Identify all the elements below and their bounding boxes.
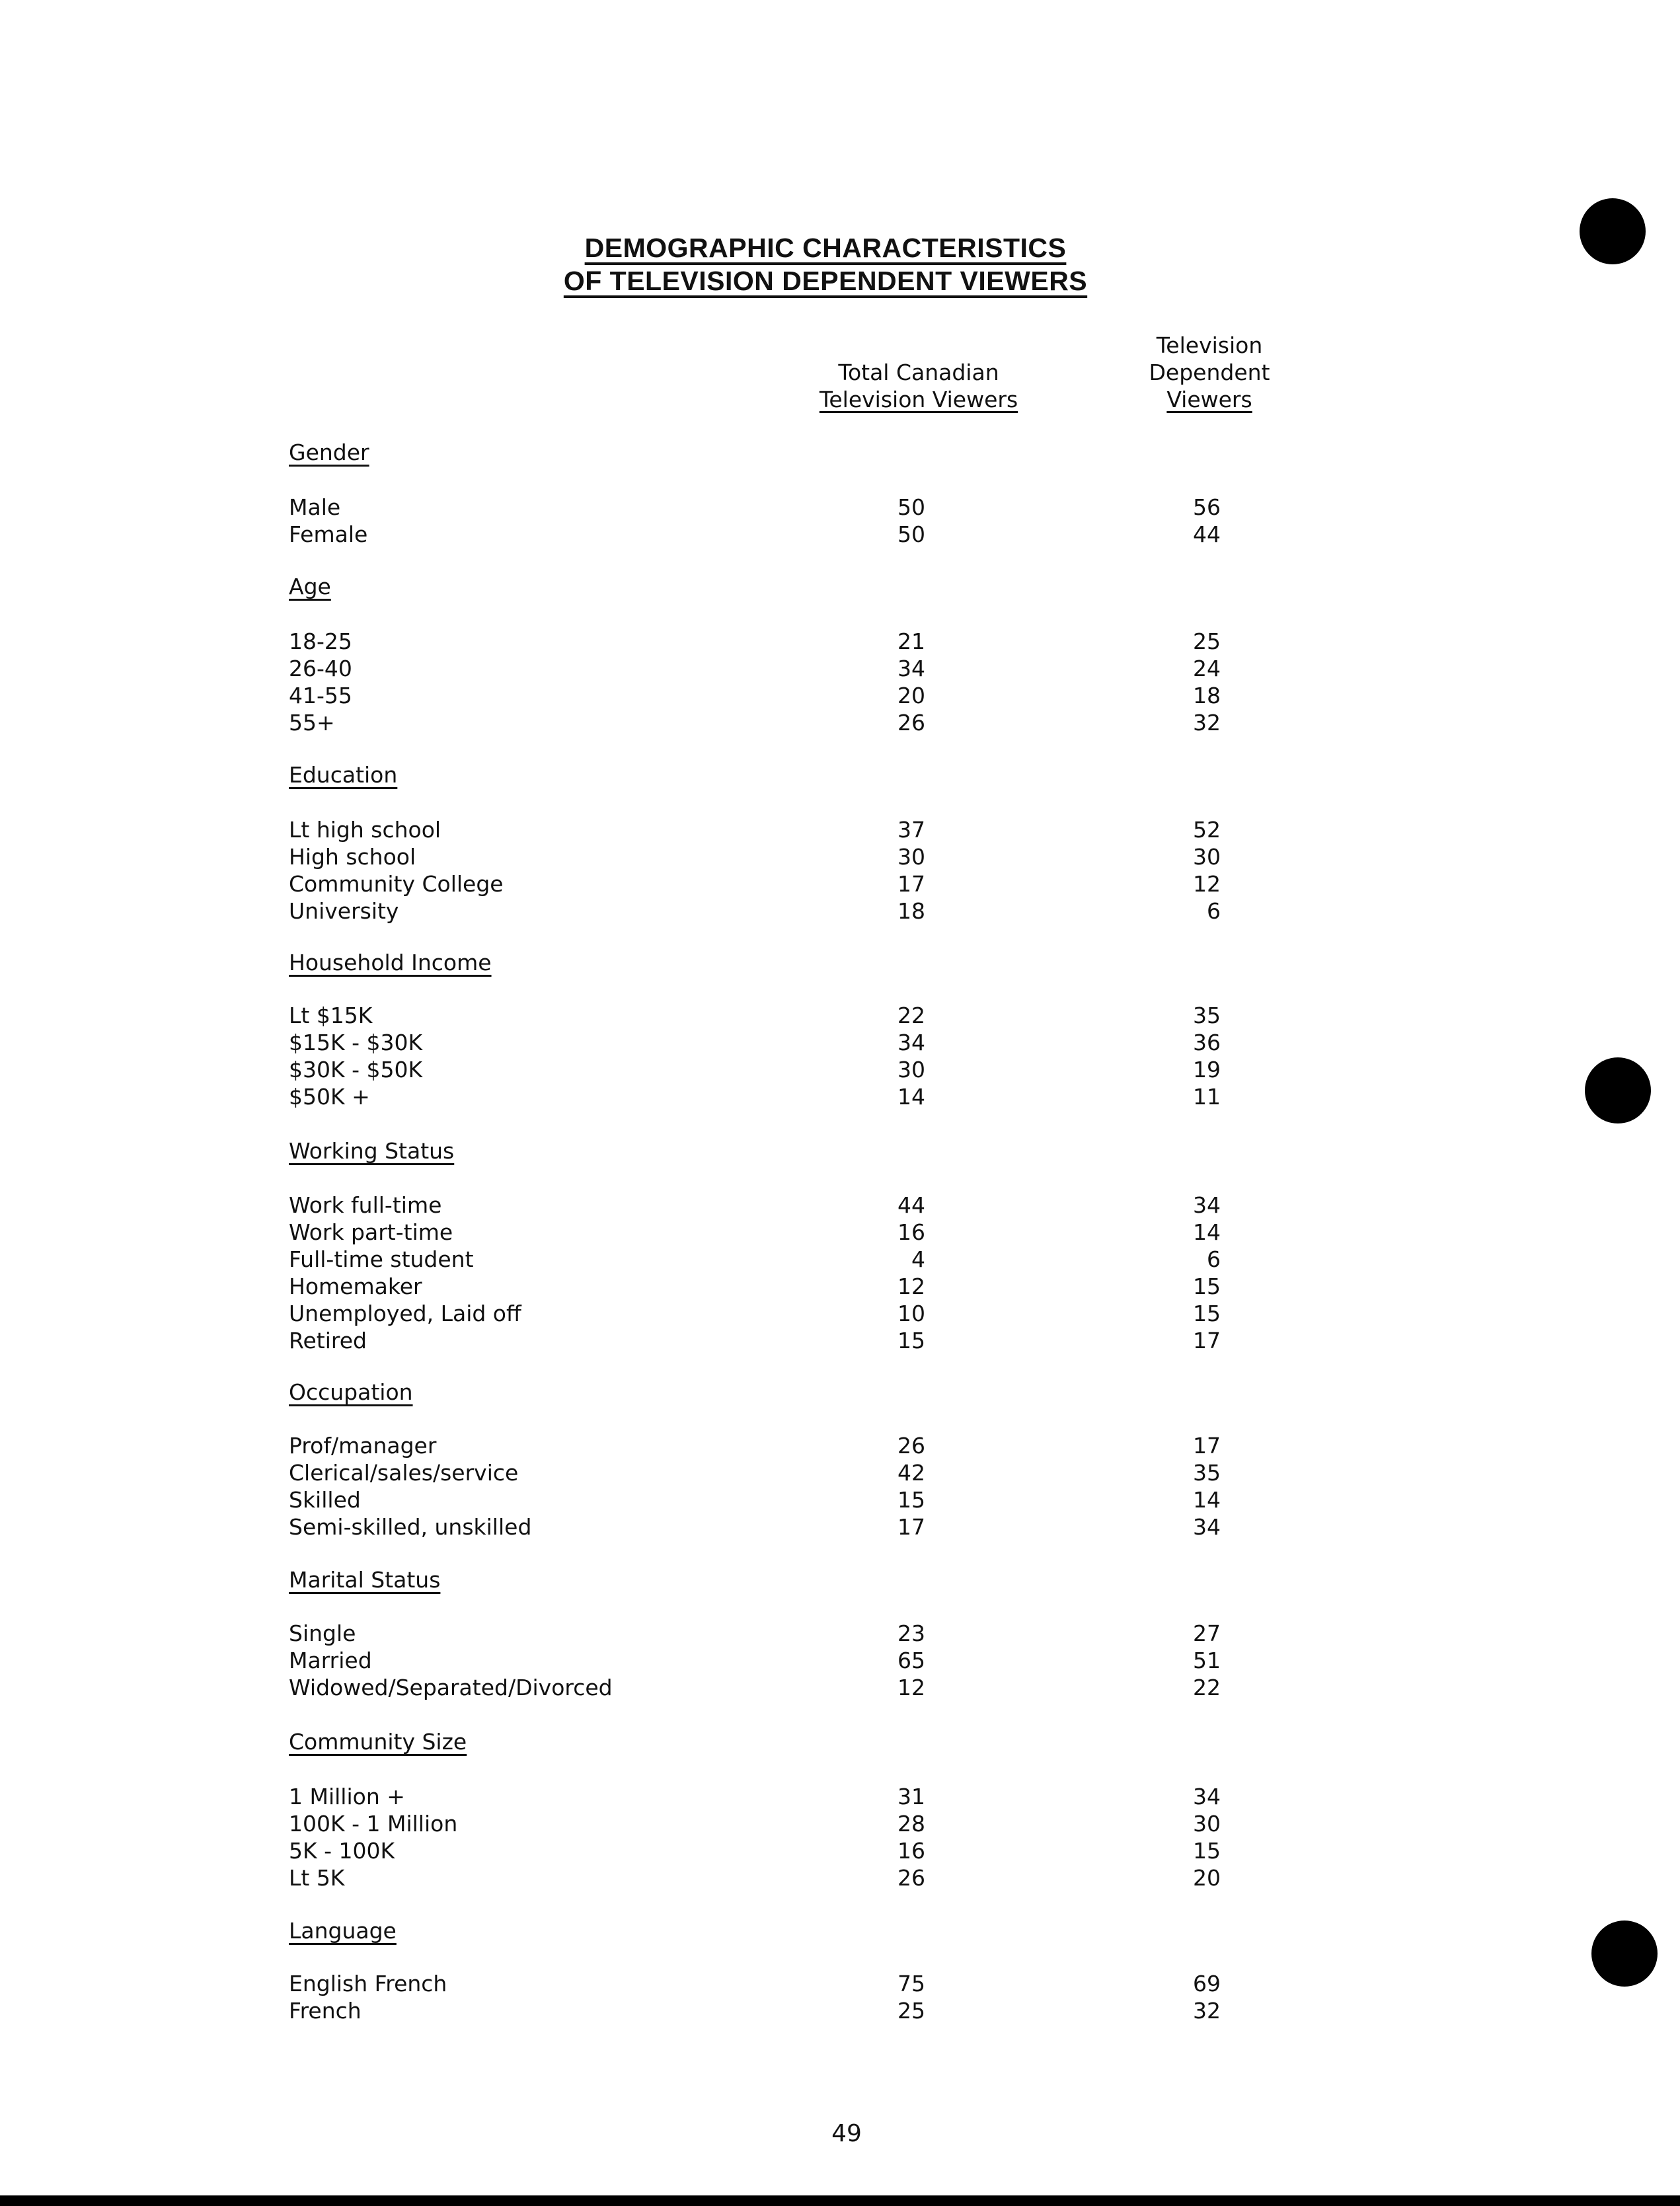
table-row — [0, 1433, 1680, 1460]
row-label: Clerical/sales/service — [289, 1460, 519, 1486]
table-row — [0, 494, 1680, 521]
table-row — [0, 1514, 1680, 1541]
bottom-border — [0, 2195, 1680, 2206]
table-row — [0, 1328, 1680, 1355]
row-label: 18-25 — [289, 628, 352, 654]
total-viewers-value: 37 — [897, 817, 925, 843]
dependent-viewers-value: 24 — [1193, 656, 1221, 681]
table-row — [0, 1998, 1680, 2025]
dependent-viewers-value: 22 — [1193, 1675, 1221, 1700]
dependent-viewers-value: 69 — [1193, 1971, 1221, 1997]
row-label: Retired — [289, 1328, 367, 1353]
binder-hole-middle — [1585, 1057, 1651, 1123]
section-heading: Education — [289, 762, 398, 788]
total-viewers-value: 17 — [897, 871, 925, 897]
row-label: Lt 5K — [289, 1865, 345, 1891]
dependent-viewers-value: 44 — [1193, 521, 1221, 547]
table-row — [0, 1301, 1680, 1328]
section-heading: Working Status — [289, 1138, 455, 1164]
table-row — [0, 628, 1680, 656]
dependent-viewers-value: 11 — [1193, 1084, 1221, 1110]
dependent-viewers-value: 6 — [1207, 898, 1221, 924]
row-label: English French — [289, 1971, 447, 1997]
dependent-viewers-value: 34 — [1193, 1192, 1221, 1218]
total-viewers-value: 26 — [897, 1433, 925, 1459]
row-label: Widowed/Separated/Divorced — [289, 1675, 613, 1700]
total-viewers-value: 22 — [897, 1003, 925, 1028]
row-label: Community College — [289, 871, 504, 897]
dependent-viewers-value: 15 — [1193, 1274, 1221, 1299]
table-row — [0, 656, 1680, 683]
section-heading: Gender — [289, 439, 369, 465]
total-viewers-value: 34 — [897, 1030, 925, 1055]
row-label: Single — [289, 1620, 356, 1646]
binder-hole-top — [1580, 198, 1646, 264]
total-viewers-value: 25 — [897, 1998, 925, 2024]
total-viewers-value: 12 — [897, 1274, 925, 1299]
table-row — [0, 1675, 1680, 1702]
row-label: University — [289, 898, 399, 924]
dependent-viewers-value: 6 — [1207, 1246, 1221, 1272]
section-heading: Occupation — [289, 1379, 413, 1405]
table-row — [0, 1057, 1680, 1084]
total-viewers-value: 14 — [897, 1084, 925, 1110]
dependent-viewers-value: 19 — [1193, 1057, 1221, 1083]
total-viewers-value: 18 — [897, 898, 925, 924]
section-heading: Age — [289, 574, 331, 599]
row-label: 55+ — [289, 710, 335, 736]
total-viewers-value: 31 — [897, 1784, 925, 1809]
total-viewers-value: 30 — [897, 844, 925, 870]
section-heading: Household Income — [289, 950, 492, 975]
dependent-viewers-value: 14 — [1193, 1487, 1221, 1513]
dependent-viewers-value: 25 — [1193, 628, 1221, 654]
dependent-viewers-value: 32 — [1193, 1998, 1221, 2024]
table-row — [0, 1784, 1680, 1811]
row-label: $30K - $50K — [289, 1057, 423, 1083]
dependent-viewers-value: 30 — [1193, 1811, 1221, 1837]
dependent-viewers-value: 15 — [1193, 1838, 1221, 1864]
total-viewers-value: 26 — [897, 710, 925, 736]
section-heading: Language — [289, 1918, 397, 1944]
dependent-viewers-value: 17 — [1193, 1328, 1221, 1353]
section-heading: Marital Status — [289, 1567, 441, 1593]
total-viewers-value: 30 — [897, 1057, 925, 1083]
dependent-viewers-value: 51 — [1193, 1648, 1221, 1673]
table-row — [0, 1274, 1680, 1301]
table-row — [0, 1811, 1680, 1838]
table-row — [0, 1192, 1680, 1219]
total-viewers-value: 12 — [897, 1675, 925, 1700]
row-label: 100K - 1 Million — [289, 1811, 458, 1837]
row-label: 5K - 100K — [289, 1838, 395, 1864]
total-viewers-value: 20 — [897, 683, 925, 708]
table-row — [0, 1648, 1680, 1675]
row-label: Married — [289, 1648, 372, 1673]
table-row — [0, 1620, 1680, 1648]
table-row — [0, 1246, 1680, 1274]
table-row — [0, 1971, 1680, 1998]
table-row — [0, 1084, 1680, 1111]
total-viewers-value: 50 — [897, 494, 925, 520]
total-viewers-value: 16 — [897, 1219, 925, 1245]
total-viewers-value: 65 — [897, 1648, 925, 1673]
dependent-viewers-value: 34 — [1193, 1514, 1221, 1540]
title-line-2: OF TELEVISION DEPENDENT VIEWERS — [563, 266, 1088, 296]
row-label: Full-time student — [289, 1246, 474, 1272]
dependent-viewers-value: 56 — [1193, 494, 1221, 520]
dependent-viewers-value: 35 — [1193, 1460, 1221, 1486]
total-viewers-value: 15 — [897, 1328, 925, 1353]
row-label: 41-55 — [289, 683, 352, 708]
table-row — [0, 683, 1680, 710]
table-row — [0, 1219, 1680, 1246]
total-viewers-value: 17 — [897, 1514, 925, 1540]
row-label: Male — [289, 494, 341, 520]
total-viewers-value: 26 — [897, 1865, 925, 1891]
table-row — [0, 1838, 1680, 1865]
table-row — [0, 1030, 1680, 1057]
dependent-viewers-value: 17 — [1193, 1433, 1221, 1459]
dependent-viewers-value: 27 — [1193, 1620, 1221, 1646]
column-header-total-viewers: Total Canadian Television Viewers — [819, 360, 1018, 412]
total-viewers-value: 50 — [897, 521, 925, 547]
row-label: Homemaker — [289, 1274, 422, 1299]
binder-hole-bottom — [1591, 1921, 1658, 1987]
title-line-1: DEMOGRAPHIC CHARACTERISTICS — [584, 233, 1067, 263]
total-viewers-value: 15 — [897, 1487, 925, 1513]
dependent-viewers-value: 12 — [1193, 871, 1221, 897]
total-viewers-value: 42 — [897, 1460, 925, 1486]
table-row — [0, 817, 1680, 844]
dependent-viewers-value: 34 — [1193, 1784, 1221, 1809]
total-viewers-value: 75 — [897, 1971, 925, 1997]
dependent-viewers-value: 36 — [1193, 1030, 1221, 1055]
row-label: $50K + — [289, 1084, 370, 1110]
total-viewers-value: 4 — [911, 1246, 925, 1272]
page-number: 49 — [831, 2120, 862, 2147]
table-row — [0, 1003, 1680, 1030]
total-viewers-value: 28 — [897, 1811, 925, 1837]
dependent-viewers-value: 32 — [1193, 710, 1221, 736]
table-row — [0, 844, 1680, 871]
row-label: $15K - $30K — [289, 1030, 423, 1055]
table-row — [0, 1865, 1680, 1892]
total-viewers-value: 44 — [897, 1192, 925, 1218]
total-viewers-value: 21 — [897, 628, 925, 654]
row-label: Lt high school — [289, 817, 441, 843]
row-label: Prof/manager — [289, 1433, 437, 1459]
row-label: Lt $15K — [289, 1003, 373, 1028]
total-viewers-value: 10 — [897, 1301, 925, 1326]
row-label: Female — [289, 521, 368, 547]
row-label: 26-40 — [289, 656, 352, 681]
row-label: Work part-time — [289, 1219, 453, 1245]
table-row — [0, 1460, 1680, 1487]
column-header-dependent-viewers: Television Dependent Viewers — [1149, 332, 1270, 412]
row-label: Work full-time — [289, 1192, 442, 1218]
row-label: High school — [289, 844, 416, 870]
dependent-viewers-value: 52 — [1193, 817, 1221, 843]
table-row — [0, 871, 1680, 898]
table-row — [0, 898, 1680, 925]
total-viewers-value: 34 — [897, 656, 925, 681]
dependent-viewers-value: 14 — [1193, 1219, 1221, 1245]
row-label: Skilled — [289, 1487, 361, 1513]
table-row — [0, 710, 1680, 737]
row-label: 1 Million + — [289, 1784, 405, 1809]
total-viewers-value: 16 — [897, 1838, 925, 1864]
dependent-viewers-value: 20 — [1193, 1865, 1221, 1891]
dependent-viewers-value: 18 — [1193, 683, 1221, 708]
dependent-viewers-value: 15 — [1193, 1301, 1221, 1326]
dependent-viewers-value: 30 — [1193, 844, 1221, 870]
table-row — [0, 1487, 1680, 1514]
row-label: Unemployed, Laid off — [289, 1301, 521, 1326]
table-row — [0, 521, 1680, 549]
dependent-viewers-value: 35 — [1193, 1003, 1221, 1028]
section-heading: Community Size — [289, 1729, 467, 1755]
row-label: Semi-skilled, unskilled — [289, 1514, 532, 1540]
total-viewers-value: 23 — [897, 1620, 925, 1646]
row-label: French — [289, 1998, 362, 2024]
